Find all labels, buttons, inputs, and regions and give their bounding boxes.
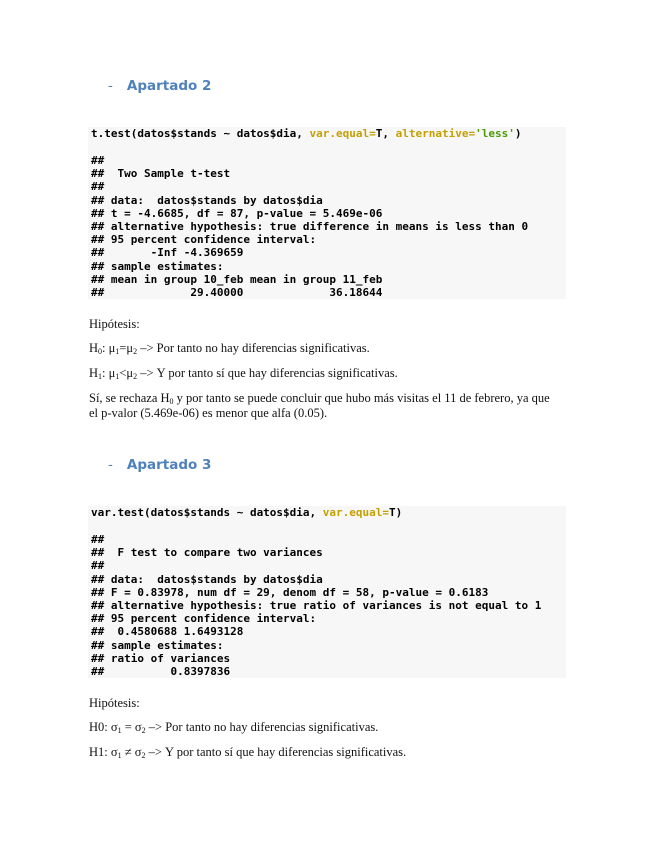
h1-text2: <μ: [119, 366, 134, 380]
hypothesis-h1: [89, 366, 569, 381]
r-code-block-vartest: [88, 506, 566, 678]
h1-text3: –> Y por tanto sí que hay diferencias significativas.: [137, 366, 398, 380]
conclusion-sub: 0: [169, 397, 174, 406]
output-line: ##: [91, 559, 105, 573]
h1-prefix: H1: σ: [89, 745, 118, 759]
r-code-block-ttest: [88, 127, 566, 299]
h1-s1: 1: [117, 751, 122, 760]
cmd-close: ): [514, 127, 522, 140]
h0-s1: 1: [115, 347, 120, 356]
output-line: ## sample estimates:: [91, 259, 224, 273]
r-output-ttest: [91, 154, 563, 299]
cmd-sep: ,: [382, 127, 396, 140]
output-line: ## sample estimates:: [91, 638, 224, 652]
output-line: ## data: datos$stands by datos$dia: [91, 193, 323, 207]
h0-s1: 1: [117, 726, 122, 735]
h0-prefix: H: [89, 341, 99, 355]
h1-s2: 2: [133, 372, 138, 381]
h0-s2: 2: [141, 726, 146, 735]
output-line: ## -Inf -4.369659: [91, 246, 244, 260]
section-heading-apartado-3: [108, 457, 211, 473]
cmd-base: t.test(datos$stands ~ datos$dia,: [91, 127, 310, 140]
hypothesis-h0-var: [89, 720, 569, 735]
output-line: ## 29.40000 36.18644: [91, 285, 383, 299]
output-line: ## 0.8397836: [91, 664, 231, 678]
h1-sub: 1: [98, 372, 103, 381]
list-dash: -: [108, 457, 113, 473]
r-output-vartest: [91, 533, 563, 678]
h0-text2: =μ: [119, 341, 134, 355]
hipotesis-label: Hipótesis:: [89, 696, 140, 710]
r-command-vartest: [91, 506, 563, 520]
section-heading-apartado-2: [108, 78, 211, 94]
h1-s2: 2: [141, 751, 146, 760]
cmd-arg-var-equal: var.equal=: [309, 127, 376, 140]
h0-text1: : μ: [102, 341, 116, 355]
output-line: ##: [91, 154, 105, 167]
conclusion-part2: y por tanto se puede concluir que hubo más visitas el 11 de febrero, ya que el p-valor (5.469e-06) es menor que alfa (0.05).: [89, 391, 550, 420]
h0-text3: –> Por tanto no hay diferencias significativas.: [145, 720, 379, 734]
cmd-arg-var-equal: var.equal=: [322, 506, 390, 519]
h1-text2: ≠ σ: [121, 745, 142, 759]
conclusion-paragraph: [89, 391, 559, 421]
output-line: ## data: datos$stands by datos$dia: [91, 572, 323, 586]
section-title: Apartado 2: [126, 78, 212, 94]
output-line: ## F = 0.83978, num df = 29, denom df = 58, p-value = 0.6183: [91, 585, 489, 599]
hipotesis-label: Hipótesis:: [89, 317, 140, 331]
conclusion-part1: Sí, se rechaza H: [89, 391, 170, 405]
cmd-arg-alternative: alternative=: [395, 127, 476, 140]
output-line: ##: [91, 180, 105, 194]
output-line: ## 0.4580688 1.6493128: [91, 625, 244, 639]
output-line: ## ratio of variances: [91, 651, 231, 665]
section-title: Apartado 3: [126, 457, 212, 473]
cmd-arg-var-equal-value: T: [375, 127, 383, 140]
cmd-arg-var-equal-value: T: [389, 506, 396, 519]
output-line: ## mean in group 10_feb mean in group 11_feb: [91, 272, 383, 286]
output-line: ## F test to compare two variances: [91, 546, 323, 560]
output-line: ## 95 percent confidence interval:: [91, 612, 317, 626]
h1-text3: –> Y por tanto sí que hay diferencias significativas.: [145, 745, 407, 759]
output-line: ##: [91, 533, 105, 546]
list-dash: -: [108, 78, 113, 94]
r-command-ttest: [91, 127, 563, 141]
h0-sub: 0: [98, 347, 103, 356]
h1-text1: : μ: [102, 366, 116, 380]
output-line: ## t = -4.6685, df = 87, p-value = 5.469e-06: [91, 206, 383, 220]
output-line: ## Two Sample t-test: [91, 167, 231, 181]
cmd-base: var.test(datos$stands ~ datos$dia,: [91, 506, 323, 519]
h1-prefix: H: [89, 366, 99, 380]
cmd-close: ): [395, 506, 403, 519]
output-line: ## alternative hypothesis: true difference in means is less than 0: [91, 219, 529, 233]
h0-text3: –> Por tanto no hay diferencias significativas.: [137, 341, 370, 355]
cmd-arg-alternative-value: 'less': [475, 127, 515, 140]
hypothesis-h1-var: [89, 745, 569, 760]
h0-s2: 2: [133, 347, 138, 356]
h0-prefix: H0: σ: [89, 720, 118, 734]
hypothesis-h0: [89, 341, 569, 356]
output-line: ## 95 percent confidence interval:: [91, 233, 317, 247]
h0-text2: = σ: [121, 720, 142, 734]
output-line: ## alternative hypothesis: true ratio of variances is not equal to 1: [91, 598, 542, 612]
h1-s1: 1: [115, 372, 120, 381]
